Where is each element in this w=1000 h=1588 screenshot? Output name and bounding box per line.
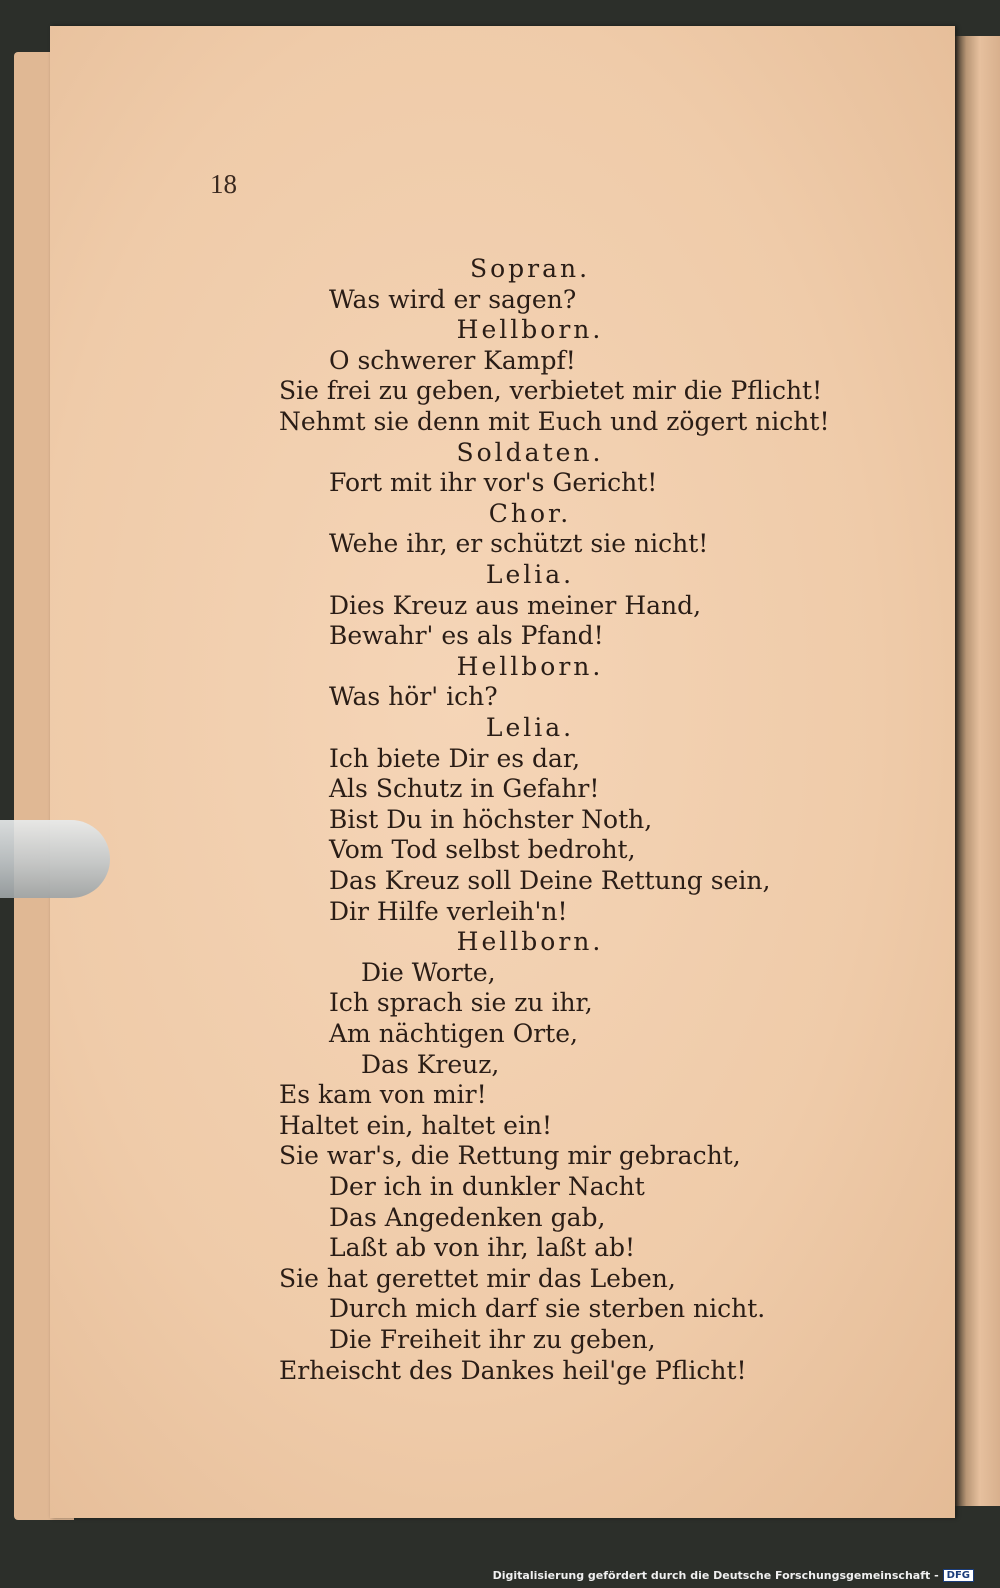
verse-line: Als Schutz in Gefahr! [329,774,600,804]
verse-line: Erheischt des Dankes heil'ge Pflicht! [279,1355,747,1385]
verse-line: Dir Hilfe verleih'n! [329,896,568,926]
page-clip [0,820,110,898]
verse-line: Das Angedenken gab, [329,1202,606,1232]
verse-line: Sie hat gerettet mir das Leben, [279,1263,676,1293]
verse-line: Ich sprach sie zu ihr, [329,988,593,1018]
verse-line: Die Worte, [361,957,496,987]
footer-text: Digitalisierung gefördert durch die Deutsche Forschungsgemeinschaft - [492,1569,939,1582]
verse-line: Fort mit ihr vor's Gericht! [329,468,658,498]
speaker-name: Hellborn. [456,315,604,345]
speaker-name: Sopran. [469,254,591,283]
speaker-name: Hellborn. [456,927,604,957]
speaker-name: Chor. [488,498,572,528]
verse-line: Vom Tod selbst bedroht, [329,835,636,865]
verse-line: Haltet ein, haltet ein! [279,1110,553,1140]
verse-line: Am nächtigen Orte, [329,1019,578,1048]
verse-line: Die Freiheit ihr zu geben, [329,1325,656,1354]
speaker-name: Lelia. [485,560,575,589]
footer-credit [493,1569,974,1582]
verse-line: O schwerer Kampf! [329,345,576,375]
verse-line: Wehe ihr, er schützt sie nicht! [329,529,709,559]
verse-line: Dies Kreuz aus meiner Hand, [329,590,702,620]
next-page-edge [955,36,1000,1506]
verse-line: Durch mich darf sie sterben nicht. [329,1294,766,1324]
verse-line: Der ich in dunkler Nacht [329,1172,645,1201]
dfg-logo: DFG [943,1569,974,1582]
verse-line: Bist Du in höchster Noth, [329,804,653,834]
book-page [50,26,955,1518]
page-number: 18 [210,169,237,199]
verse-line: Laßt ab von ihr, laßt ab! [329,1233,636,1263]
verse-line: Es kam von mir! [279,1080,487,1110]
speaker-name: Lelia. [485,713,575,742]
speaker-name: Soldaten. [456,437,604,467]
verse-line: Ich biete Dir es dar, [329,743,581,773]
verse-line: Nehmt sie denn mit Euch und zögert nicht! [279,407,830,436]
verse-line: Was hör' ich? [329,682,498,712]
verse-line: Sie war's, die Rettung mir gebracht, [279,1141,741,1171]
verse-line: Das Kreuz soll Deine Rettung sein, [329,866,771,895]
verse-line: Sie frei zu geben, verbietet mir die Pflicht! [279,376,823,406]
verse-line: Was wird er sagen? [329,284,577,314]
verse-line: Das Kreuz, [361,1049,500,1079]
speaker-name: Hellborn. [456,651,604,681]
verse-line: Bewahr' es als Pfand! [329,621,604,651]
